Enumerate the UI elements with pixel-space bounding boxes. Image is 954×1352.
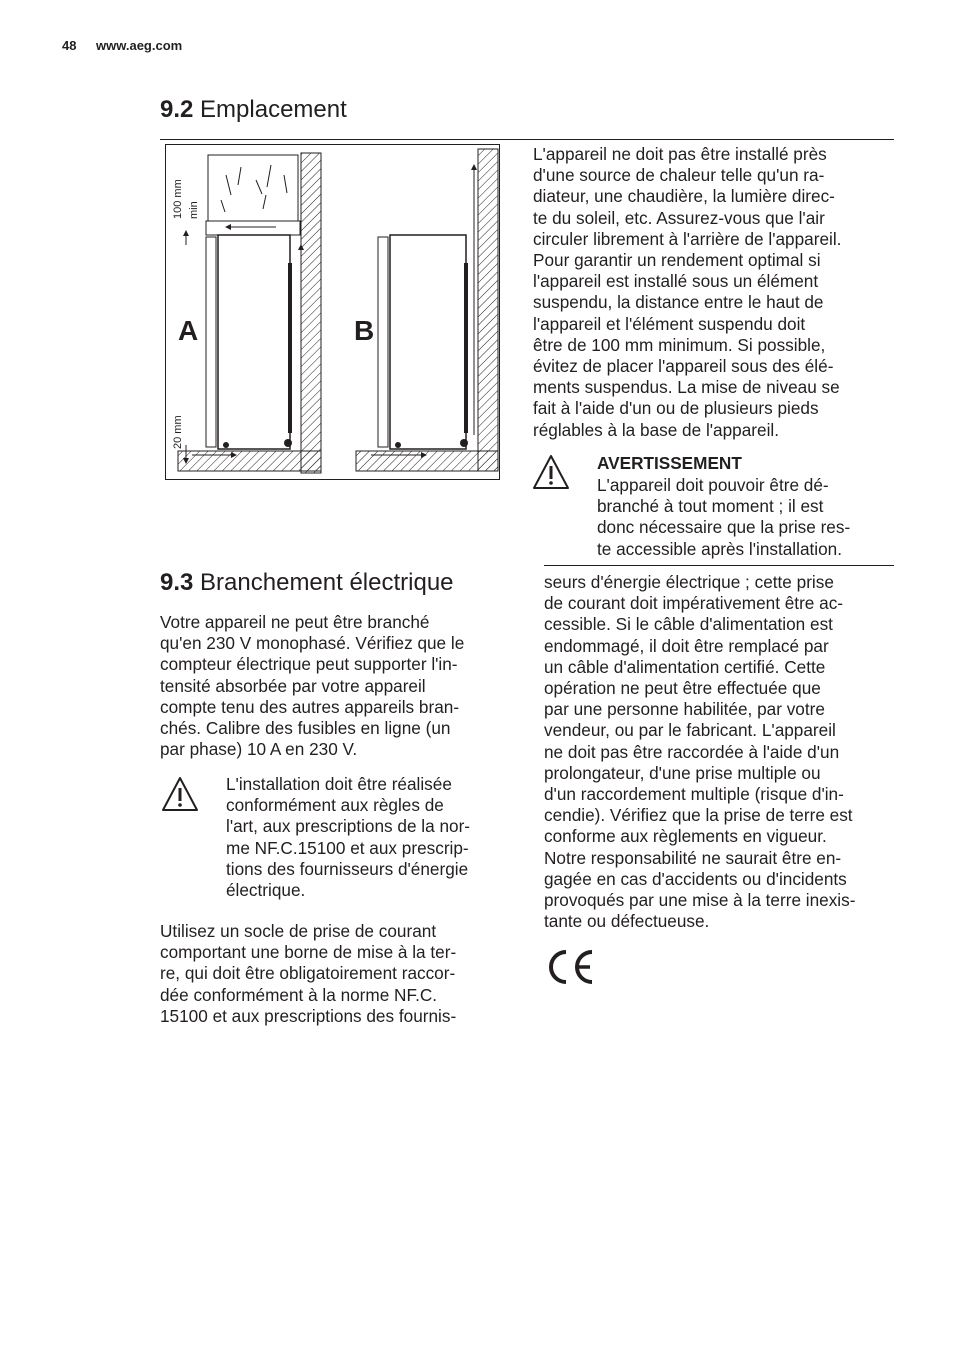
figure-label-a: A (178, 315, 199, 346)
installation-diagram (166, 145, 499, 479)
section-heading-branchement (160, 569, 454, 597)
warning-text: L'appareil doit pouvoir être dé- branché à tout moment ; il est donc nécessaire que la prise res- te accessible après l'installation. (597, 475, 851, 559)
section-heading-emplacement (160, 96, 347, 124)
branchement-intro: Votre appareil ne peut être branché qu'en 230 V monophasé. Vérifiez que le compteur électrique peut supporter l'in- tensité absorbée par votre appareil compte tenu des autres appareils bran- chés. Calibre des fusibles en ligne (un par phase) 10 A en 230 V. (160, 612, 465, 760)
caution-text: L'installation doit être réalisée conformément aux règles de l'art, aux prescriptions de la nor- me NF.C.15100 et aux prescrip- tions des fournisseurs d'énergie électrique. (226, 774, 471, 901)
appliance-a (218, 235, 290, 449)
section-number: 9.3 (160, 569, 194, 596)
page-number: 48 (62, 38, 77, 53)
section-rule (160, 139, 894, 140)
overhead-cabinet (208, 155, 298, 221)
installation-figure (165, 144, 500, 480)
ce-mark-icon (544, 948, 596, 986)
section-number: 9.2 (160, 96, 194, 123)
warning-title: AVERTISSEMENT (597, 453, 742, 473)
section-title: Branchement électrique (200, 569, 454, 596)
floor-b (356, 451, 498, 471)
wall-b (478, 149, 498, 471)
section-rule-right (544, 565, 894, 566)
branchement-body-left: Utilisez un socle de prise de courant comportant une borne de mise à la ter- re, qui doit être obligatoirement raccor- dée conformément à la norme NF.C. 15100 et aux prescriptions des fournis- (160, 921, 457, 1026)
warning-triangle-icon (160, 775, 200, 813)
dimension-top-min: min (188, 201, 200, 219)
wall-a (301, 153, 321, 473)
branchement-body-right: seurs d'énergie électrique ; cette prise de courant doit impérativement être ac- cessible. Si le câble d'alimentation est endommagé, il doit être remplacé par un câble d'alimentation certifié. Cette opération ne peut être effectuée que par une personne habilitée, par votre vendeur, ou par le fabricant. L'appareil ne doit pas être raccordée à l'aide d'un prolongateur, d'une prise multiple ou d'un raccordement multiple (risque d'in- cendie). Vérifiez que la prise de terre est conforme aux règlements en vigueur. Notre responsabilité ne saurait être en- gagée en cas d'accidents ou d'incidents provoqués par une mise à la terre inexis- tante ou défectueuse. (544, 572, 856, 932)
website-url: www.aeg.com (96, 38, 183, 53)
section-title: Emplacement (200, 96, 347, 123)
dimension-top: 100 mm (172, 179, 184, 219)
figure-label-b: B (354, 315, 375, 346)
appliance-b (390, 235, 466, 449)
warning-triangle-icon (531, 453, 571, 491)
floor-a (178, 451, 321, 471)
emplacement-text: L'appareil ne doit pas être installé près d'une source de chaleur telle qu'un ra- diateur, une chaudière, la lumière direc- te du soleil, etc. Assurez-vous que l'air circuler librement à l'arrière de l'appareil. Pour garantir un rendement optimal si l'appareil est installé sous un élément suspendu, la distance entre le haut de l'appareil et l'élément suspendu doit être de 100 mm minimum. Si possible, évitez de placer l'appareil sous des élé- ments suspendus. La mise de niveau se fait à l'aide d'un ou de plusieurs pieds réglables à la base de l'appareil. (533, 144, 842, 440)
dimension-bottom: 20 mm (172, 415, 184, 449)
